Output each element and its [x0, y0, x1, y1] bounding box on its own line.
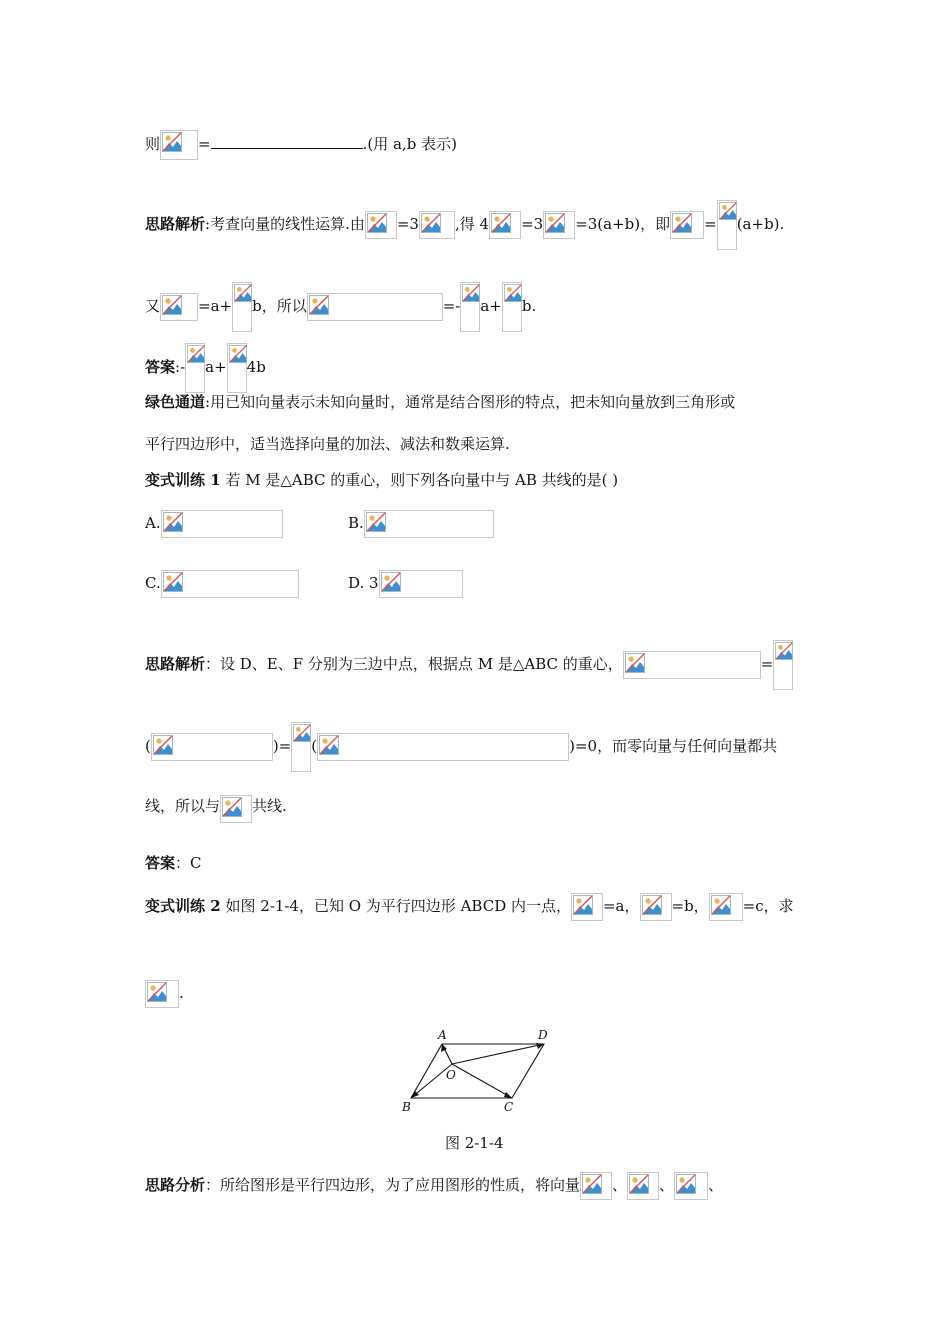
- section-label: 思路解析: [145, 215, 206, 233]
- broken-image-icon: [627, 1172, 659, 1200]
- text: :考查向量的线性运算.由: [205, 215, 365, 233]
- option-label: B.: [348, 514, 364, 532]
- broken-image-icon: [379, 570, 463, 598]
- broken-image-icon: [232, 282, 252, 332]
- broken-image-icon: [640, 893, 672, 921]
- exercise-2-title: [145, 893, 794, 921]
- line-2: [145, 200, 784, 250]
- text: :-: [175, 358, 186, 376]
- broken-image-icon: [674, 1172, 708, 1200]
- broken-image-icon: [543, 211, 575, 239]
- section-label: 变式训练 1: [145, 471, 221, 489]
- text: =a+: [198, 297, 233, 315]
- text: )=: [272, 737, 292, 755]
- segment-od: [452, 1044, 544, 1064]
- option-label: C.: [145, 574, 161, 592]
- parallelogram-outline: [411, 1044, 544, 1098]
- section-label: 思路分析: [145, 1176, 206, 1194]
- arrowhead-a: [441, 1044, 447, 1052]
- broken-image-icon: [220, 795, 252, 823]
- broken-image-icon: [709, 893, 743, 921]
- line-4-answer: [145, 343, 266, 393]
- text: :用已知向量表示未知向量时，通常是结合图形的特点，把未知向量放到三角形或: [205, 393, 736, 411]
- text: a+: [205, 358, 227, 376]
- broken-image-icon: [364, 510, 494, 538]
- text: 又: [145, 297, 161, 315]
- broken-image-icon: [580, 1172, 612, 1200]
- text: ：所给图形是平行四边形，为了应用图形的性质，将向量: [205, 1176, 581, 1194]
- text: 则: [145, 135, 161, 153]
- broken-image-icon: [227, 343, 247, 393]
- line-15: [145, 1172, 723, 1200]
- line-12-answer: [145, 853, 202, 873]
- text: 如图 2-1-4，已知 O 为平行四边形 ABCD 内一点，: [220, 897, 571, 915]
- text: =a，: [602, 897, 640, 915]
- broken-image-icon: [365, 211, 397, 239]
- label-d: D: [538, 1028, 548, 1042]
- text: 、: [659, 1176, 675, 1194]
- text: (: [145, 737, 151, 755]
- text: =3: [521, 215, 544, 233]
- text: =c，求: [742, 897, 794, 915]
- figure-caption: 图 2-1-4: [445, 1134, 504, 1152]
- line-3: [145, 282, 536, 332]
- text: .(用 a,b 表示): [362, 135, 457, 153]
- text: )=0，而零向量与任何向量都共: [569, 737, 778, 755]
- text: =-: [442, 297, 461, 315]
- text: (a+b).: [736, 215, 785, 233]
- option-label: A.: [145, 514, 161, 532]
- broken-image-icon: [161, 570, 299, 598]
- broken-image-icon: [717, 200, 737, 250]
- broken-image-icon: [291, 722, 311, 772]
- text: =3: [396, 215, 419, 233]
- line-11: [145, 795, 287, 823]
- text: 4b: [246, 358, 266, 376]
- text: =3(a+b)，即: [575, 215, 671, 233]
- section-label: 绿色通道: [145, 393, 206, 411]
- broken-image-icon: [161, 510, 283, 538]
- broken-image-icon: [160, 293, 198, 321]
- label-o: O: [446, 1068, 456, 1082]
- text: b，所以: [252, 297, 307, 315]
- text: a+: [480, 297, 502, 315]
- text: =b，: [671, 897, 709, 915]
- line-9: [145, 640, 793, 690]
- broken-image-icon: [623, 651, 761, 679]
- section-label: 变式训练 2: [145, 897, 221, 915]
- text: =: [198, 135, 211, 153]
- text: ：设 D、E、F 分别为三边中点，根据点 M 是△ABC 的重心，: [205, 655, 623, 673]
- segment-oc: [452, 1064, 512, 1098]
- broken-image-icon: [502, 282, 522, 332]
- section-label: 答案: [145, 854, 176, 872]
- label-c: C: [504, 1100, 514, 1114]
- line-1: [145, 130, 457, 160]
- option-c[interactable]: [145, 570, 299, 598]
- arrowhead-c: [504, 1092, 512, 1098]
- text: b.: [521, 297, 537, 315]
- broken-image-icon: [317, 733, 569, 761]
- text: ,得 4: [454, 215, 490, 233]
- broken-image-icon: [460, 282, 480, 332]
- label-b: B: [402, 1100, 411, 1114]
- text: ：C: [175, 854, 202, 872]
- text: 、: [612, 1176, 628, 1194]
- text: =: [760, 655, 774, 673]
- option-label: D. 3: [348, 574, 379, 592]
- text: 若 M 是△ABC 的重心，则下列各向量中与 AB 共线的是( ): [220, 471, 619, 489]
- broken-image-icon: [307, 293, 443, 321]
- text: 共线.: [252, 797, 287, 815]
- section-label: 答案: [145, 358, 176, 376]
- line-6: [145, 434, 510, 454]
- line-5: [145, 392, 735, 412]
- section-label: 思路解析: [145, 655, 206, 673]
- broken-image-icon: [145, 980, 179, 1008]
- text: (: [311, 737, 318, 755]
- text: 平行四边形中，适当选择向量的加法、减法和数乘运算.: [145, 435, 510, 453]
- text: =: [704, 215, 717, 233]
- label-a: A: [438, 1028, 447, 1042]
- exercise-1-title: [145, 470, 618, 490]
- broken-image-icon: [185, 343, 205, 393]
- broken-image-icon: [571, 893, 603, 921]
- text: .: [179, 984, 184, 1002]
- line-14: [145, 980, 184, 1008]
- line-10: [145, 722, 777, 772]
- text: 线，所以与: [145, 797, 221, 815]
- option-b[interactable]: [348, 510, 494, 538]
- broken-image-icon: [419, 211, 455, 239]
- option-d[interactable]: [348, 570, 463, 598]
- broken-image-icon: [773, 640, 793, 690]
- text: 、: [708, 1176, 724, 1194]
- option-a[interactable]: [145, 510, 283, 538]
- broken-image-icon: [670, 211, 704, 239]
- broken-image-icon: [151, 733, 273, 761]
- answer-blank[interactable]: [211, 134, 363, 149]
- broken-image-icon: [160, 130, 198, 160]
- parallelogram-figure: [398, 1025, 558, 1115]
- broken-image-icon: [489, 211, 521, 239]
